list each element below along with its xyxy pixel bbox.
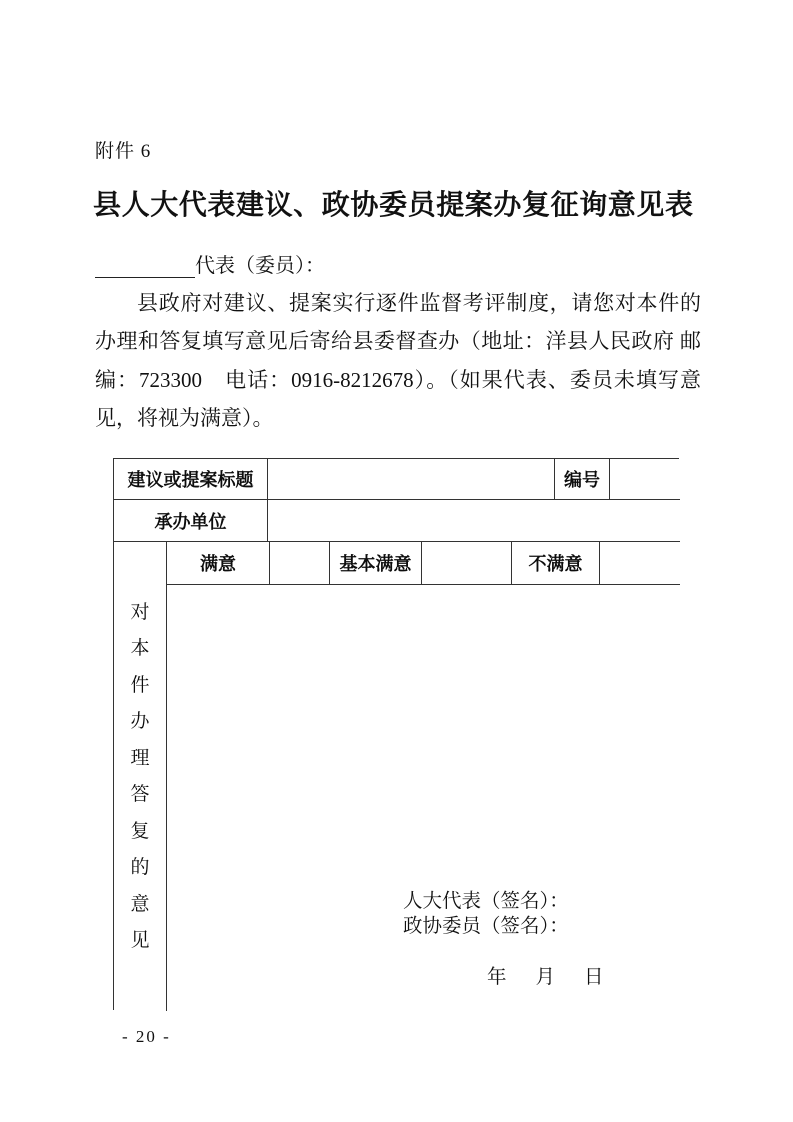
month-label: 月 [535,967,556,988]
opinion-header-char: 意 [130,892,150,915]
intro-line: 办理和答复填写意见后寄给县委督查办（地址：洋县人民政府 邮 [95,329,701,354]
proposal-title-label-cell: 建议或提案标题 [114,459,268,500]
opinion-header-char: 件 [130,673,150,696]
opinion-header-char: 本 [130,637,150,660]
attachment-label: 附件 6 [95,141,152,162]
page-number: - 20 - [122,1027,171,1046]
intro-paragraph [95,284,701,438]
intro-line: 见，将视为满意）。 [95,406,274,431]
opinion-header-char: 理 [130,746,150,769]
intro-line: 编：723300 电话：0916-8212678）。（如果代表、委员未填写意 [95,367,701,392]
intro-line: 县政府对建议、提案实行逐件监督考评制度，请您对本件的 [137,291,701,315]
salutation-blank-underline [95,257,195,278]
satisfied-label-cell: 满意 [167,542,270,585]
npc-signature-line: 人大代表（签名）： [403,891,569,912]
basically-satisfied-label-cell: 基本满意 [330,542,422,585]
date-line [487,966,604,989]
opinion-section-header [114,542,167,1011]
opinion-header-char: 办 [130,710,150,733]
number-label-cell: 编号 [555,459,610,500]
opinion-header-char: 的 [130,856,150,879]
unsatisfied-value-cell [600,542,680,585]
signature-block [403,890,569,939]
opinion-header-char: 答 [130,783,150,806]
unsatisfied-label-cell: 不满意 [512,542,600,585]
opinion-header-char: 复 [130,819,150,842]
basically-satisfied-value-cell [422,542,512,585]
opinion-header-char: 见 [130,929,150,952]
number-value-cell [610,459,680,500]
proposal-title-value-cell [268,459,555,500]
satisfied-value-cell [270,542,330,585]
opinion-header-char: 对 [130,600,150,623]
salutation-text: 代表（委员）： [195,255,325,277]
page-title: 县人大代表建议、政协委员提案办复征询意见表 [93,190,694,221]
organizer-value-cell [268,500,680,542]
organizer-label-cell: 承办单位 [114,500,268,542]
opinion-content-cell [167,585,680,1011]
cppcc-signature-line: 政协委员（签名）： [403,915,569,937]
salutation [95,249,325,277]
feedback-form-table [113,458,679,1010]
day-label: 日 [584,967,604,988]
year-label: 年 [487,967,507,988]
